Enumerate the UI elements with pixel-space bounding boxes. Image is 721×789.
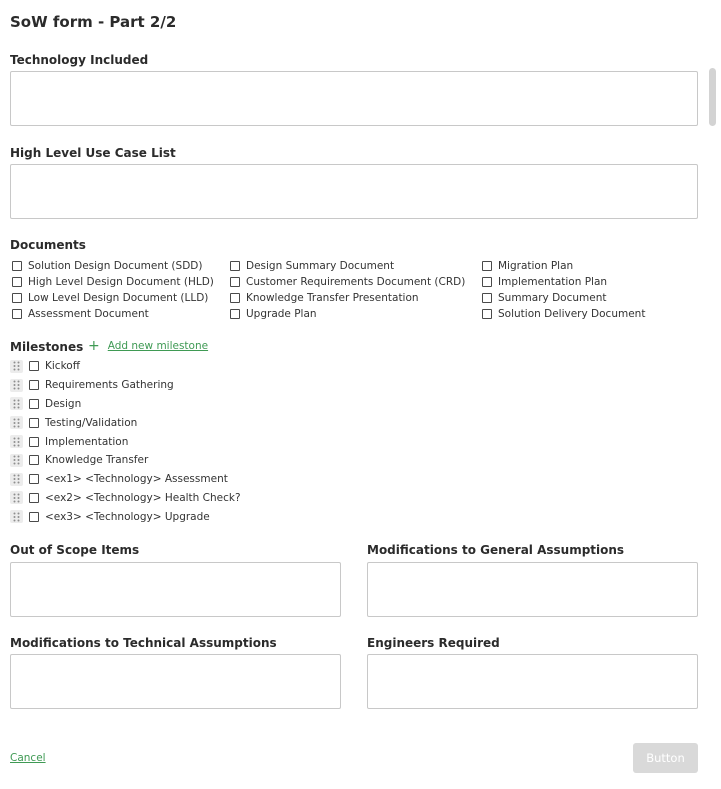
- checkbox-icon[interactable]: [29, 437, 39, 447]
- add-milestone-button[interactable]: [88, 340, 208, 352]
- document-checkbox[interactable]: High Level Design Document (HLD): [12, 274, 214, 290]
- document-checkbox[interactable]: Assessment Document: [12, 306, 214, 322]
- documents-column-2: [230, 258, 465, 322]
- checkbox-icon[interactable]: [482, 309, 492, 319]
- checkbox-icon[interactable]: [230, 309, 240, 319]
- document-checkbox[interactable]: Solution Delivery Document: [482, 306, 645, 322]
- checkbox-icon[interactable]: [29, 474, 39, 484]
- checkbox-icon[interactable]: [29, 493, 39, 503]
- document-checkbox[interactable]: Knowledge Transfer Presentation: [230, 290, 465, 306]
- technology-input[interactable]: [10, 71, 698, 126]
- drag-handle-icon[interactable]: [10, 435, 23, 448]
- drag-handle-icon[interactable]: [10, 473, 23, 486]
- milestone-item[interactable]: Design: [10, 395, 241, 414]
- checkbox-icon[interactable]: [482, 277, 492, 287]
- checkbox-icon[interactable]: [29, 361, 39, 371]
- use-case-label: High Level Use Case List: [10, 146, 176, 160]
- documents-column-1: [12, 258, 214, 322]
- engineers-label: Engineers Required: [367, 636, 500, 650]
- document-checkbox[interactable]: Upgrade Plan: [230, 306, 465, 322]
- milestone-item[interactable]: Knowledge Transfer: [10, 451, 241, 470]
- milestone-item[interactable]: Testing/Validation: [10, 413, 241, 432]
- milestone-item[interactable]: Kickoff: [10, 357, 241, 376]
- checkbox-icon[interactable]: [230, 293, 240, 303]
- engineers-input[interactable]: [367, 654, 698, 709]
- mod-technical-input[interactable]: [10, 654, 341, 709]
- checkbox-icon[interactable]: [482, 293, 492, 303]
- scrollbar[interactable]: [709, 68, 716, 126]
- out-of-scope-input[interactable]: [10, 562, 341, 617]
- use-case-input[interactable]: [10, 164, 698, 219]
- checkbox-icon[interactable]: [12, 293, 22, 303]
- cancel-link[interactable]: Cancel: [10, 752, 46, 764]
- drag-handle-icon[interactable]: [10, 397, 23, 410]
- checkbox-icon[interactable]: [29, 512, 39, 522]
- document-checkbox[interactable]: Implementation Plan: [482, 274, 645, 290]
- checkbox-icon[interactable]: [29, 418, 39, 428]
- milestone-item[interactable]: Requirements Gathering: [10, 376, 241, 395]
- milestone-list: [10, 357, 241, 526]
- mod-general-input[interactable]: [367, 562, 698, 617]
- submit-button[interactable]: Button: [633, 743, 698, 773]
- documents-label: Documents: [10, 238, 86, 252]
- mod-technical-label: Modifications to Technical Assumptions: [10, 636, 277, 650]
- drag-handle-icon[interactable]: [10, 360, 23, 373]
- checkbox-icon[interactable]: [29, 380, 39, 390]
- documents-column-3: [482, 258, 645, 322]
- checkbox-icon[interactable]: [29, 399, 39, 409]
- out-of-scope-label: Out of Scope Items: [10, 543, 140, 557]
- milestone-item[interactable]: <ex2> <Technology> Health Check?: [10, 489, 241, 508]
- checkbox-icon[interactable]: [12, 261, 22, 271]
- drag-handle-icon[interactable]: [10, 454, 23, 467]
- milestone-item[interactable]: <ex3> <Technology> Upgrade: [10, 507, 241, 526]
- document-checkbox[interactable]: Summary Document: [482, 290, 645, 306]
- technology-label: Technology Included: [10, 53, 149, 67]
- checkbox-icon[interactable]: [230, 277, 240, 287]
- checkbox-icon[interactable]: [230, 261, 240, 271]
- drag-handle-icon[interactable]: [10, 416, 23, 429]
- drag-handle-icon[interactable]: [10, 379, 23, 392]
- document-checkbox[interactable]: Customer Requirements Document (CRD): [230, 274, 465, 290]
- drag-handle-icon[interactable]: [10, 510, 23, 523]
- document-checkbox[interactable]: Design Summary Document: [230, 258, 465, 274]
- checkbox-icon[interactable]: [29, 455, 39, 465]
- milestones-label: Milestones: [10, 340, 84, 354]
- checkbox-icon[interactable]: [482, 261, 492, 271]
- mod-general-label: Modifications to General Assumptions: [367, 543, 625, 557]
- document-checkbox[interactable]: Migration Plan: [482, 258, 645, 274]
- milestone-item[interactable]: Implementation: [10, 432, 241, 451]
- document-checkbox[interactable]: Solution Design Document (SDD): [12, 258, 214, 274]
- document-checkbox[interactable]: Low Level Design Document (LLD): [12, 290, 214, 306]
- checkbox-icon[interactable]: [12, 277, 22, 287]
- plus-icon[interactable]: +: [88, 338, 100, 354]
- page-title: SoW form - Part 2/2: [10, 13, 177, 31]
- checkbox-icon[interactable]: [12, 309, 22, 319]
- milestone-item[interactable]: <ex1> <Technology> Assessment: [10, 470, 241, 489]
- add-milestone-link[interactable]: Add new milestone: [107, 340, 209, 352]
- drag-handle-icon[interactable]: [10, 491, 23, 504]
